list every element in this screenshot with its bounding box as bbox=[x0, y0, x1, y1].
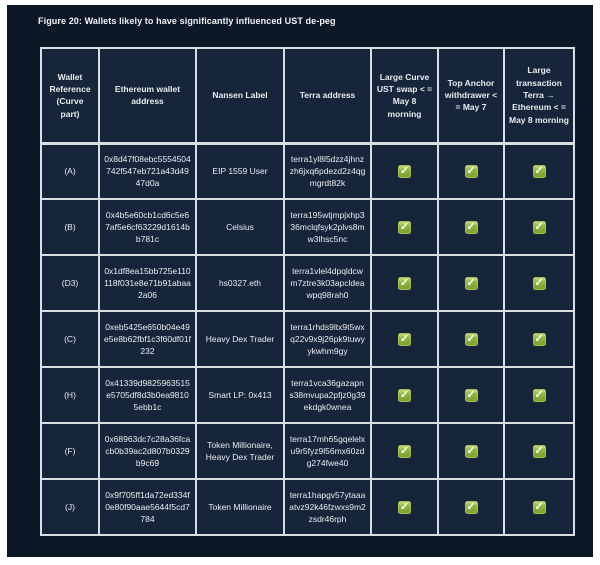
green-checkbox-icon: ✓ bbox=[534, 164, 544, 177]
green-checkbox-icon: ✓ bbox=[466, 220, 476, 233]
green-checkbox-icon: ✓ bbox=[399, 164, 410, 177]
cell-nansen-label: EIP 1559 User bbox=[196, 143, 284, 199]
header-row bbox=[41, 48, 574, 143]
green-checkbox-icon: ✓ bbox=[399, 220, 410, 233]
cell-curve-swap-check bbox=[371, 367, 438, 423]
cell-nansen-label: Heavy Dex Trader bbox=[196, 311, 284, 367]
cell-terra-address: terra1hapgv57ytaaaatvz92k46fzwxs9m2zsdr46rph bbox=[284, 479, 371, 535]
cell-wallet-reference: (C) bbox=[41, 311, 99, 367]
column-header-nansen-label: Nansen Label bbox=[196, 48, 284, 143]
cell-curve-swap-check bbox=[371, 423, 438, 479]
cell-wallet-reference: (H) bbox=[41, 367, 99, 423]
cell-nansen-label: hs0327.eth bbox=[196, 255, 284, 311]
green-checkbox-icon: ✓ bbox=[534, 388, 544, 401]
cell-ethereum-address: 0x8d47f08ebc5554504742f547eb721a43d4947d0a bbox=[99, 143, 196, 199]
green-checkbox-icon: ✓ bbox=[399, 276, 410, 289]
cell-ethereum-address: 0x9f705ff1da72ed334f0e80f90aae5644f5cd7784 bbox=[99, 479, 196, 535]
cell-large-transaction-check bbox=[504, 423, 574, 479]
green-checkbox-icon: ✓ bbox=[466, 500, 476, 513]
cell-large-transaction-check bbox=[504, 199, 574, 255]
cell-curve-swap-check bbox=[371, 479, 438, 535]
cell-wallet-reference: (D3) bbox=[41, 255, 99, 311]
cell-ethereum-address: 0x1df8ea15bb725e110118f031e8e71b91abaa2a06 bbox=[99, 255, 196, 311]
green-checkbox-icon: ✓ bbox=[466, 276, 476, 289]
cell-curve-swap-check bbox=[371, 199, 438, 255]
table-row bbox=[41, 479, 574, 535]
cell-curve-swap-check bbox=[371, 311, 438, 367]
table-row bbox=[41, 143, 574, 199]
cell-wallet-reference: (J) bbox=[41, 479, 99, 535]
cell-wallet-reference: (A) bbox=[41, 143, 99, 199]
cell-anchor-withdrawer-check bbox=[438, 143, 504, 199]
column-header-wallet-reference: Wallet Reference (Curve part) bbox=[41, 48, 99, 143]
cell-terra-address: terra1yl8l5dzz4jhnzzh6jxq6pdezd2z4qgmgrdt82k bbox=[284, 143, 371, 199]
figure-title: Figure 20: Wallets likely to have significantly influenced UST de-peg bbox=[38, 16, 336, 26]
cell-anchor-withdrawer-check bbox=[438, 479, 504, 535]
figure-panel bbox=[7, 5, 593, 557]
green-checkbox-icon: ✓ bbox=[466, 444, 476, 457]
cell-ethereum-address: 0xeb5425e650b04e49e5e8b62fbf1c3f60df01f232 bbox=[99, 311, 196, 367]
cell-terra-address: terra195wtjmpjxhp336mclqfsyk2plvs8mw3lhsc5nc bbox=[284, 199, 371, 255]
green-checkbox-icon: ✓ bbox=[466, 388, 476, 401]
green-checkbox-icon: ✓ bbox=[534, 500, 544, 513]
column-header-terra-address: Terra address bbox=[284, 48, 371, 143]
cell-curve-swap-check bbox=[371, 143, 438, 199]
cell-anchor-withdrawer-check bbox=[438, 311, 504, 367]
cell-terra-address: terra1rhds9ltx9t5wxq22v9x9j26pk9tuwyykwhm9gy bbox=[284, 311, 371, 367]
green-checkbox-icon: ✓ bbox=[399, 388, 410, 401]
column-header-ethereum-address: Ethereum wallet address bbox=[99, 48, 196, 143]
cell-large-transaction-check bbox=[504, 311, 574, 367]
cell-terra-address: terra1vca36gazapns38mvupa2pfjz0g39ekdgk0wnea bbox=[284, 367, 371, 423]
cell-ethereum-address: 0x4b5e60cb1cd6c5e67af5e6cf63229d1614bb781c bbox=[99, 199, 196, 255]
table-row bbox=[41, 311, 574, 367]
cell-anchor-withdrawer-check bbox=[438, 255, 504, 311]
cell-large-transaction-check bbox=[504, 143, 574, 199]
cell-wallet-reference: (B) bbox=[41, 199, 99, 255]
cell-nansen-label: Smart LP: 0x413 bbox=[196, 367, 284, 423]
green-checkbox-icon: ✓ bbox=[534, 220, 544, 233]
table-row bbox=[41, 255, 574, 311]
cell-anchor-withdrawer-check bbox=[438, 367, 504, 423]
green-checkbox-icon: ✓ bbox=[466, 164, 476, 177]
cell-large-transaction-check bbox=[504, 367, 574, 423]
column-header-anchor-withdrawer: Top Anchor withdrawer < = May 7 bbox=[438, 48, 504, 143]
cell-anchor-withdrawer-check bbox=[438, 423, 504, 479]
green-checkbox-icon: ✓ bbox=[534, 444, 544, 457]
green-checkbox-icon: ✓ bbox=[534, 332, 544, 345]
cell-ethereum-address: 0x68963dc7c28a36fcacb0b39ac2d807b0329b9c69 bbox=[99, 423, 196, 479]
green-checkbox-icon: ✓ bbox=[399, 444, 410, 457]
table-row bbox=[41, 423, 574, 479]
table-row bbox=[41, 367, 574, 423]
cell-nansen-label: Token Millionaire bbox=[196, 479, 284, 535]
cell-curve-swap-check bbox=[371, 255, 438, 311]
cell-nansen-label: Token Millionaire, Heavy Dex Trader bbox=[196, 423, 284, 479]
cell-large-transaction-check bbox=[504, 255, 574, 311]
table-row bbox=[41, 199, 574, 255]
cell-wallet-reference: (F) bbox=[41, 423, 99, 479]
column-header-curve-swap: Large Curve UST swap < = May 8 morning bbox=[371, 48, 438, 143]
cell-terra-address: terra17mh65gqelelxu9r5fyz9l56mx60zdg274fwe40 bbox=[284, 423, 371, 479]
wallets-table bbox=[40, 47, 575, 536]
green-checkbox-icon: ✓ bbox=[534, 276, 544, 289]
cell-large-transaction-check bbox=[504, 479, 574, 535]
green-checkbox-icon: ✓ bbox=[399, 500, 410, 513]
column-header-large-transaction: Large transaction Terra → Ethereum < = May 8 morning bbox=[504, 48, 574, 143]
cell-nansen-label: Celsius bbox=[196, 199, 284, 255]
cell-terra-address: terra1vlel4dpqldcwm7ztre3k03apcldeawpq98rah0 bbox=[284, 255, 371, 311]
green-checkbox-icon: ✓ bbox=[466, 332, 476, 345]
cell-anchor-withdrawer-check bbox=[438, 199, 504, 255]
table-body bbox=[41, 143, 574, 535]
cell-ethereum-address: 0x41339d9825963515e5705df8d3b0ea98105ebb1c bbox=[99, 367, 196, 423]
green-checkbox-icon: ✓ bbox=[399, 332, 410, 345]
